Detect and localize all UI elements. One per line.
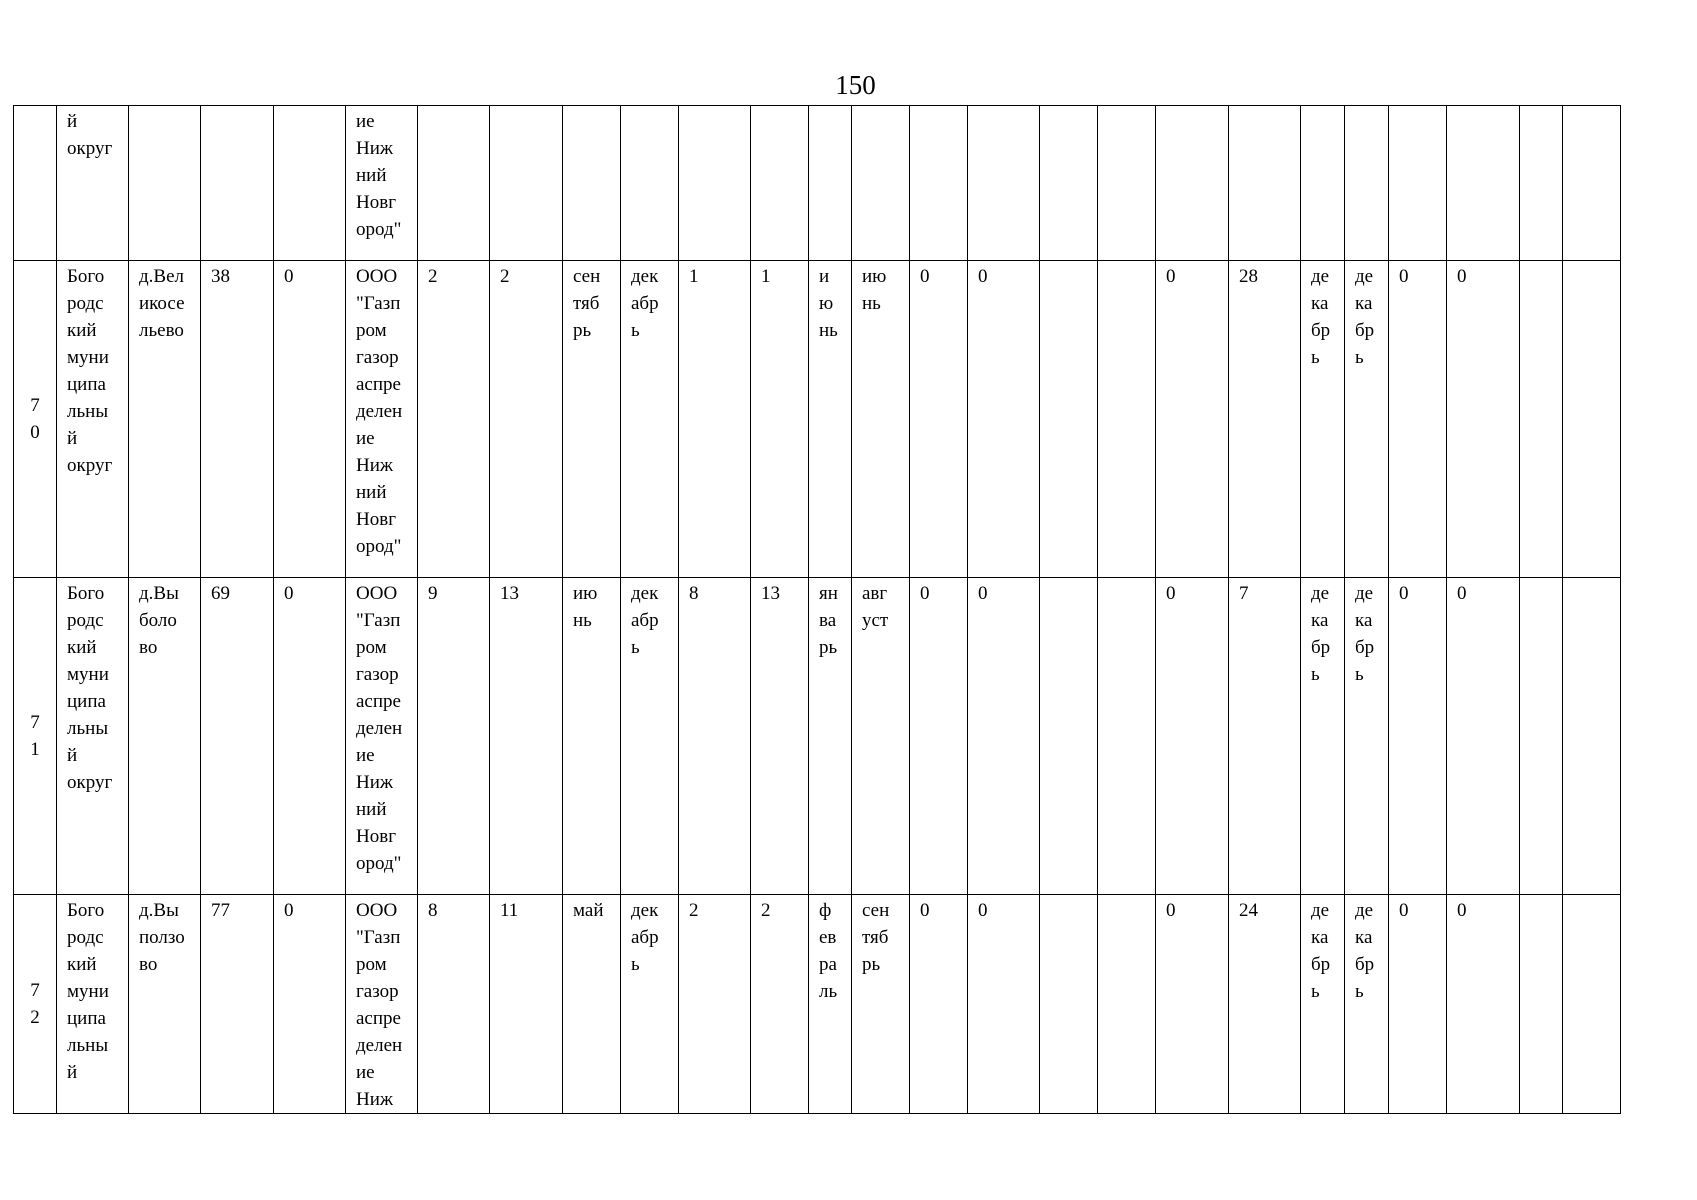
table-cell — [1098, 106, 1156, 261]
table-cell: 0 — [910, 578, 968, 895]
table-cell: 0 — [1447, 261, 1520, 578]
data-table — [13, 105, 1621, 1114]
table-cell: 0 — [1156, 578, 1229, 895]
table-cell — [621, 106, 679, 261]
table-cell — [1301, 106, 1345, 261]
table-cell: 28 — [1229, 261, 1301, 578]
table-cell: авг уст — [852, 578, 910, 895]
table-cell: и ю нь — [809, 261, 852, 578]
table-row — [14, 895, 1621, 1114]
table-cell — [1520, 895, 1563, 1114]
table-cell: 0 — [910, 895, 968, 1114]
cell-settlement: д.Вел икосе льево — [129, 261, 201, 578]
table-cell — [679, 106, 751, 261]
table-cell: дек абр ь — [621, 261, 679, 578]
table-cell — [852, 106, 910, 261]
table-cell: 24 — [1229, 895, 1301, 1114]
cell-organization: ООО "Газп ром газор аспре делен ие Ниж ний Новг ород" — [346, 578, 418, 895]
table-cell: 8 — [418, 895, 490, 1114]
table-row — [14, 261, 1621, 578]
table-cell: 0 — [274, 261, 346, 578]
row-number — [14, 106, 57, 261]
table-cell — [1389, 106, 1447, 261]
table-cell: 77 — [201, 895, 274, 1114]
table-cell: де ка бр ь — [1301, 895, 1345, 1114]
table-cell: 2 — [679, 895, 751, 1114]
table-cell: 8 — [679, 578, 751, 895]
table-cell: 38 — [201, 261, 274, 578]
table-cell: 0 — [1389, 261, 1447, 578]
table-cell: 0 — [274, 578, 346, 895]
cell-settlement: д.Вы ползо во — [129, 895, 201, 1114]
table-cell — [1345, 106, 1389, 261]
cell-district: й округ — [57, 106, 129, 261]
cell-settlement: д.Вы боло во — [129, 578, 201, 895]
table-cell: 0 — [1447, 895, 1520, 1114]
table-cell — [1229, 106, 1301, 261]
table-cell: 69 — [201, 578, 274, 895]
row-number: 7 0 — [14, 261, 57, 578]
table-cell — [201, 106, 274, 261]
table-cell — [418, 106, 490, 261]
row-number: 7 1 — [14, 578, 57, 895]
table-cell: 0 — [1156, 261, 1229, 578]
cell-district: Бого родс кий муни ципа льны й — [57, 895, 129, 1114]
table-cell — [1447, 106, 1520, 261]
table-cell — [968, 106, 1040, 261]
table-cell — [910, 106, 968, 261]
table-cell: ф ев ра ль — [809, 895, 852, 1114]
table-cell: май — [563, 895, 621, 1114]
table-cell: 0 — [274, 895, 346, 1114]
cell-settlement — [129, 106, 201, 261]
table-cell — [1040, 578, 1098, 895]
table-cell: де ка бр ь — [1301, 261, 1345, 578]
table-cell: сен тяб рь — [563, 261, 621, 578]
table-cell: сен тяб рь — [852, 895, 910, 1114]
table-cell: дек абр ь — [621, 578, 679, 895]
cell-organization: ООО "Газп ром газор аспре делен ие Ниж ний Новг ород" — [346, 261, 418, 578]
cell-district: Бого родс кий муни ципа льны й округ — [57, 578, 129, 895]
table-cell: де ка бр ь — [1345, 578, 1389, 895]
table-cell: 0 — [1389, 578, 1447, 895]
table-cell: де ка бр ь — [1345, 895, 1389, 1114]
table-cell: ян ва рь — [809, 578, 852, 895]
table-cell — [563, 106, 621, 261]
table-cell — [1520, 261, 1563, 578]
table-row — [14, 578, 1621, 895]
table-cell: 7 — [1229, 578, 1301, 895]
cell-organization: ие Ниж ний Новг ород" — [346, 106, 418, 261]
table-cell — [1098, 578, 1156, 895]
table-cell — [751, 106, 809, 261]
table-cell: 0 — [968, 261, 1040, 578]
table-cell: 0 — [910, 261, 968, 578]
table-cell: 11 — [490, 895, 563, 1114]
table-cell — [1520, 578, 1563, 895]
page-number: 150 — [835, 70, 876, 100]
cell-organization: ООО "Газп ром газор аспре делен ие Ниж — [346, 895, 418, 1114]
table-cell: 1 — [751, 261, 809, 578]
table-row — [14, 106, 1621, 261]
table-cell — [1563, 895, 1621, 1114]
table-cell — [1040, 261, 1098, 578]
table-cell: 13 — [490, 578, 563, 895]
table-cell — [1040, 895, 1098, 1114]
row-number: 7 2 — [14, 895, 57, 1114]
table-cell: 0 — [1389, 895, 1447, 1114]
table-cell — [1098, 261, 1156, 578]
table-cell: 2 — [751, 895, 809, 1114]
table-cell: 9 — [418, 578, 490, 895]
table-cell — [274, 106, 346, 261]
table-cell: 0 — [1156, 895, 1229, 1114]
table-cell — [1520, 106, 1563, 261]
cell-district: Бого родс кий муни ципа льны й округ — [57, 261, 129, 578]
table-cell: 13 — [751, 578, 809, 895]
table-cell: дек абр ь — [621, 895, 679, 1114]
table-cell — [1563, 261, 1621, 578]
table-cell — [1098, 895, 1156, 1114]
table-cell: 2 — [418, 261, 490, 578]
table-cell: 1 — [679, 261, 751, 578]
table-cell — [1040, 106, 1098, 261]
table-cell — [1156, 106, 1229, 261]
table-cell — [1563, 106, 1621, 261]
table-cell — [809, 106, 852, 261]
table-cell: де ка бр ь — [1345, 261, 1389, 578]
table-cell: де ка бр ь — [1301, 578, 1345, 895]
table-cell — [1563, 578, 1621, 895]
table-cell: ию нь — [563, 578, 621, 895]
table-cell: 0 — [968, 895, 1040, 1114]
table-cell — [490, 106, 563, 261]
table-cell: ию нь — [852, 261, 910, 578]
table-cell: 0 — [968, 578, 1040, 895]
table-cell: 0 — [1447, 578, 1520, 895]
table-cell: 2 — [490, 261, 563, 578]
